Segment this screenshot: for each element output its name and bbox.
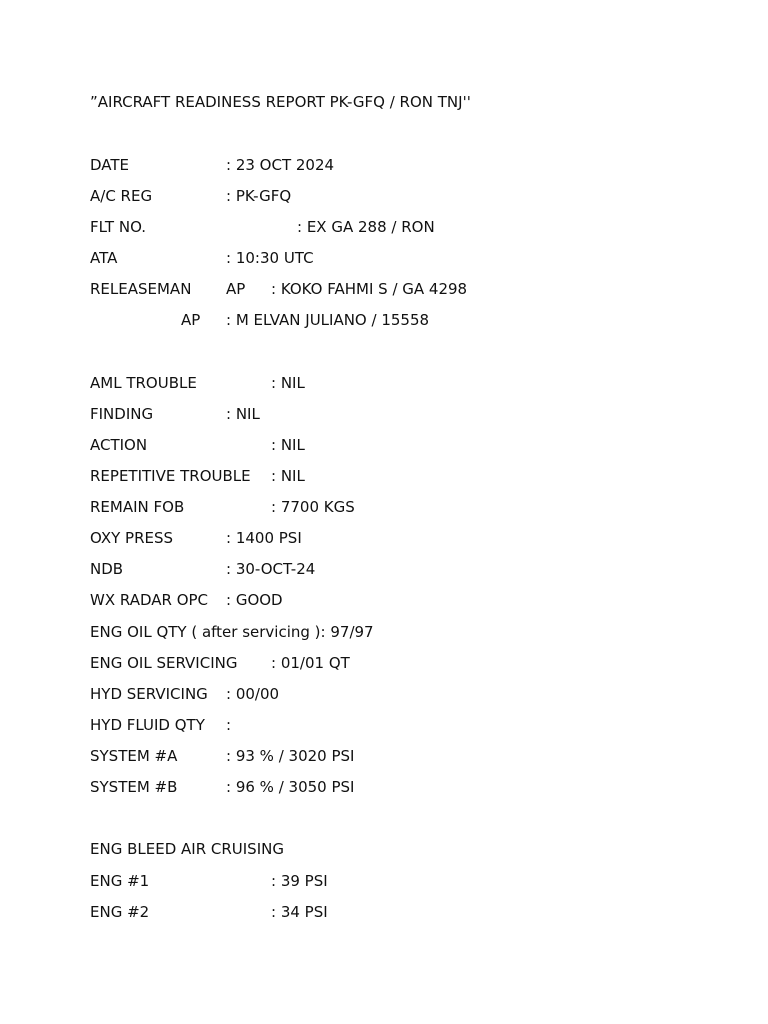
eng-oil-qty-line: ENG OIL QTY ( after servicing ): 97/97 [90, 623, 374, 641]
hyd-fluid-qty-label: HYD FLUID QTY [90, 716, 205, 734]
eng-oil-servicing-value: : 01/01 QT [271, 654, 350, 672]
releaseman-value-1: : KOKO FAHMI S / GA 4298 [271, 280, 468, 298]
ndb-label: NDB [90, 560, 124, 578]
eng-2-label: ENG #2 [90, 903, 150, 921]
flt-no-value: : EX GA 288 / RON [297, 218, 435, 236]
aml-trouble-value: : NIL [271, 374, 305, 392]
finding-label: FINDING [90, 405, 154, 423]
hyd-fluid-qty-value: : [226, 716, 232, 734]
wx-radar-value: : GOOD [226, 591, 283, 609]
ndb-value: : 30-OCT-24 [226, 560, 316, 578]
eng-oil-servicing-label: ENG OIL SERVICING [90, 654, 238, 672]
remain-fob-label: REMAIN FOB [90, 498, 185, 516]
ac-reg-label: A/C REG [90, 187, 153, 205]
system-a-label: SYSTEM #A [90, 747, 178, 765]
finding-value: : NIL [226, 405, 260, 423]
repetitive-trouble-label: REPETITIVE TROUBLE [90, 467, 251, 485]
action-value: : NIL [271, 436, 305, 454]
remain-fob-value: : 7700 KGS [271, 498, 355, 516]
eng-1-value: : 39 PSI [271, 872, 328, 890]
action-label: ACTION [90, 436, 148, 454]
system-b-label: SYSTEM #B [90, 778, 178, 796]
releaseman-value-2: : M ELVAN JULIANO / 15558 [226, 311, 430, 329]
releaseman-role-2: AP [181, 311, 201, 329]
date-label: DATE [90, 156, 130, 174]
eng-2-value: : 34 PSI [271, 903, 328, 921]
hyd-servicing-label: HYD SERVICING [90, 685, 208, 703]
system-a-value: : 93 % / 3020 PSI [226, 747, 355, 765]
date-value: : 23 OCT 2024 [226, 156, 335, 174]
flt-no-label: FLT NO. [90, 218, 147, 236]
ata-label: ATA [90, 249, 118, 267]
repetitive-trouble-value: : NIL [271, 467, 305, 485]
system-b-value: : 96 % / 3050 PSI [226, 778, 355, 796]
oxy-press-label: OXY PRESS [90, 529, 174, 547]
oxy-press-value: : 1400 PSI [226, 529, 302, 547]
report-title: ”AIRCRAFT READINESS REPORT PK-GFQ / RON TNJ'' [90, 93, 471, 111]
wx-radar-label: WX RADAR OPC [90, 591, 209, 609]
aml-trouble-label: AML TROUBLE [90, 374, 197, 392]
releaseman-role-1: AP [226, 280, 246, 298]
bleed-section-heading: ENG BLEED AIR CRUISING [90, 840, 284, 858]
releaseman-label: RELEASEMAN [90, 280, 192, 298]
eng-1-label: ENG #1 [90, 872, 150, 890]
ac-reg-value: : PK-GFQ [226, 187, 292, 205]
hyd-servicing-value: : 00/00 [226, 685, 280, 703]
ata-value: : 10:30 UTC [226, 249, 314, 267]
